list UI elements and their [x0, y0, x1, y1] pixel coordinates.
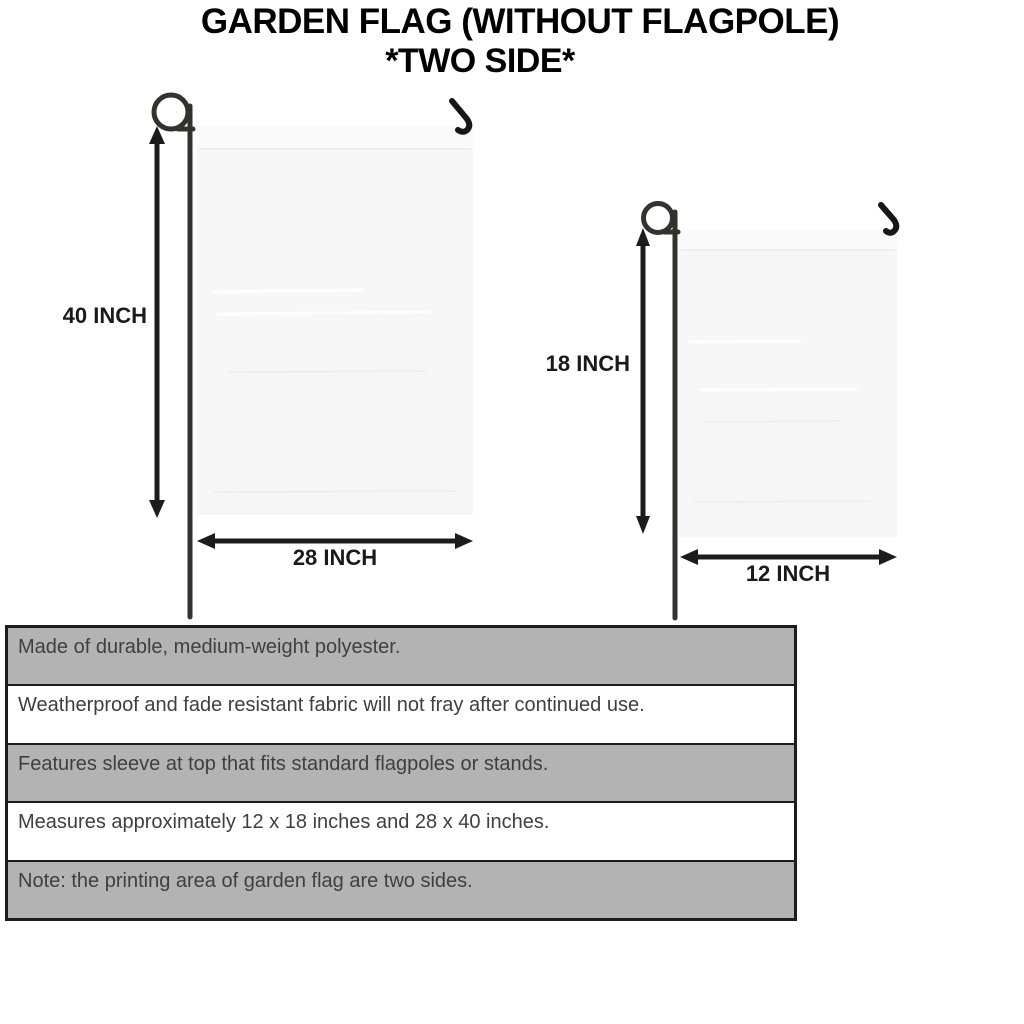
large-flag-height-label: 40 INCH [62, 303, 147, 328]
features-table [5, 625, 797, 921]
small-flag-canvas [679, 230, 897, 537]
small-flag-hook [881, 205, 896, 233]
large-flag-diagram [149, 95, 473, 617]
page-subtitle: *TWO SIDE* [385, 42, 575, 80]
large-flag-width-label: 28 INCH [292, 545, 378, 570]
large-flag-pole-loop [154, 95, 188, 129]
flag-wrinkle [212, 290, 362, 292]
page-title: GARDEN FLAG (WITHOUT FLAGPOLE) [200, 2, 840, 41]
large-flag-height-arrow [149, 126, 165, 518]
flag-wrinkle [215, 491, 455, 492]
small-flag-width-label: 12 INCH [745, 561, 831, 586]
small-flag-diagram [636, 204, 897, 619]
flag-wrinkle [700, 389, 858, 390]
flag-wrinkle [230, 371, 425, 372]
feature-row-weatherproof: Weatherproof and fade resistant fabric will not fray after continued use. [8, 686, 794, 744]
feature-row-measurements: Measures approximately 12 x 18 inches and 28 x 40 inches. [8, 803, 794, 861]
small-flag-pole-loop [644, 204, 673, 233]
small-flag-height-arrow [636, 228, 650, 534]
flag-wrinkle [218, 312, 430, 314]
flag-wrinkle [690, 341, 800, 342]
feature-row-note: Note: the printing area of garden flag are two sides. [8, 862, 794, 918]
large-flag-canvas [197, 125, 473, 515]
flag-wrinkle [695, 501, 870, 502]
flag-wrinkle [705, 421, 840, 422]
large-flag-sleeve [197, 125, 473, 149]
small-flag-sleeve [679, 230, 897, 250]
feature-row-sleeve: Features sleeve at top that fits standard flagpoles or stands. [8, 745, 794, 803]
feature-row-material: Made of durable, medium-weight polyester. [8, 628, 794, 686]
small-flag-height-label: 18 INCH [545, 351, 630, 376]
